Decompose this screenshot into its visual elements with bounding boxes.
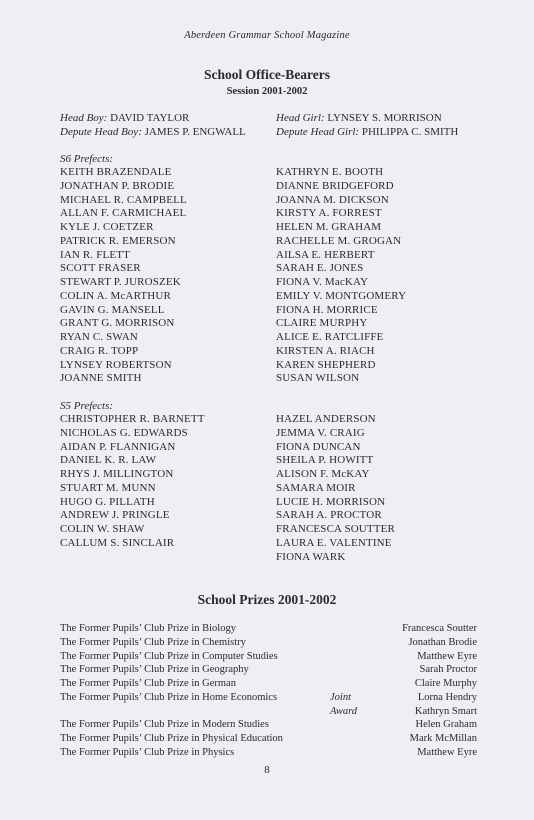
head-boy	[60, 111, 189, 125]
list-item: AILSA E. HERBERT	[276, 248, 375, 261]
list-item: HUGO G. PILLATH	[60, 495, 155, 508]
list-item: ALICE E. RATCLIFFE	[276, 331, 384, 343]
list-item: ANDREW J. PRINGLE	[60, 509, 170, 522]
prize-winner: Kathryn Smart	[414, 705, 477, 717]
office-bearers-title: School Office-Bearers	[203, 67, 331, 82]
s5-prefects-right	[276, 413, 395, 564]
list-item: SARAH E. JONES	[276, 262, 364, 275]
list-item: CRAIG R. TOPP	[60, 344, 139, 357]
list-item: FIONA H. MORRICE	[276, 303, 378, 316]
prize-name: The Former Pupils’ Club Prize in Home Economics	[60, 691, 278, 703]
list-item: HAZEL ANDERSON	[276, 413, 376, 425]
prize-name: The Former Pupils’ Club Prize in Biology	[60, 623, 236, 634]
prize-row	[60, 691, 477, 705]
list-item: CHRISTOPHER R. BARNETT	[60, 413, 205, 425]
list-item: FRANCESCA SOUTTER	[276, 523, 395, 535]
s6-prefects-left	[60, 166, 187, 386]
prize-row	[60, 732, 477, 746]
prize-name: The Former Pupils’ Club Prize in Physical Education	[60, 733, 283, 744]
prize-row	[60, 636, 477, 650]
list-item: CALLUM S. SINCLAIR	[60, 536, 175, 549]
prize-name: The Former Pupils’ Club Prize in Chemistry	[60, 636, 246, 648]
list-item: SARAH A. PROCTOR	[276, 509, 382, 522]
prize-winner: Matthew Eyre	[417, 746, 477, 758]
list-item: STUART M. MUNN	[60, 481, 156, 494]
running-head: Aberdeen Grammar School Magazine	[184, 30, 350, 41]
list-item: COLIN W. SHAW	[60, 523, 145, 535]
list-item: COLIN A. McARTHUR	[60, 289, 171, 302]
list-item: JONATHAN P. BRODIE	[60, 179, 175, 192]
list-item: RACHELLE M. GROGAN	[276, 234, 402, 247]
list-item: ALLAN F. CARMICHAEL	[60, 207, 187, 220]
list-item: HELEN M. GRAHAM	[276, 221, 382, 233]
prize-winner: Helen Graham	[415, 719, 477, 731]
prize-name: The Former Pupils’ Club Prize in Geography	[60, 664, 249, 676]
prize-row	[60, 650, 477, 664]
head-girl-label: Head Girl:	[276, 112, 325, 124]
list-item: KIRSTEN A. RIACH	[276, 344, 375, 357]
depute-head-boy-label: Depute Head Boy:	[60, 126, 142, 138]
head-boy-name: DAVID TAYLOR	[110, 112, 190, 124]
list-item: FIONA V. MacKAY	[276, 276, 369, 288]
head-boy-label: Head Boy:	[60, 112, 108, 124]
list-item: LUCIE H. MORRISON	[276, 495, 386, 508]
list-item: STEWART P. JUROSZEK	[60, 276, 181, 288]
list-item: KIRSTY A. FORREST	[276, 207, 382, 220]
prize-name: The Former Pupils’ Club Prize in Computer Studies	[60, 650, 278, 662]
s5-prefects-label: S5 Prefects:	[60, 400, 114, 412]
list-item: NICHOLAS G. EDWARDS	[60, 426, 188, 439]
list-item: CLAIRE MURPHY	[276, 317, 368, 330]
s5-prefects-left	[60, 413, 205, 551]
prizes-title: School Prizes 2001-2002	[197, 592, 337, 607]
list-item: RYAN C. SWAN	[60, 331, 138, 343]
list-item: JEMMA V. CRAIG	[276, 426, 365, 439]
prize-name: The Former Pupils’ Club Prize in German	[60, 678, 236, 689]
list-item: DANIEL K. R. LAW	[60, 454, 157, 467]
prize-row	[60, 677, 477, 691]
prize-winner: Sarah Proctor	[419, 664, 477, 676]
depute-head-girl-label: Depute Head Girl:	[276, 126, 360, 138]
depute-head-girl	[276, 125, 458, 139]
list-item: KAREN SHEPHERD	[276, 358, 376, 371]
prize-winner: Mark McMillan	[409, 733, 477, 744]
list-item: MICHAEL R. CAMPBELL	[60, 193, 187, 206]
session-subtitle: Session 2001-2002	[226, 86, 308, 97]
list-item: SHEILA P. HOWITT	[276, 454, 374, 467]
head-girl	[276, 111, 442, 125]
depute-head-girl-name: PHILIPPA C. SMITH	[361, 126, 459, 138]
page-number: 8	[264, 764, 270, 776]
list-item: GRANT G. MORRISON	[60, 317, 175, 330]
prize-winner: Lorna Hendry	[417, 691, 477, 703]
prize-row	[60, 705, 477, 719]
prizes-list	[60, 622, 477, 760]
prize-row	[60, 718, 477, 732]
list-item: FIONA WARK	[276, 550, 346, 563]
list-item: FIONA DUNCAN	[276, 440, 361, 453]
prize-row	[60, 622, 477, 636]
head-girl-name: LYNSEY S. MORRISON	[327, 112, 442, 124]
prize-winner: Francesca Soutter	[402, 623, 477, 634]
list-item: ALISON F. McKAY	[276, 468, 370, 480]
list-item: SUSAN WILSON	[276, 372, 360, 385]
prize-winner: Claire Murphy	[414, 678, 477, 689]
prize-winner: Matthew Eyre	[417, 650, 477, 662]
list-item: RHYS J. MILLINGTON	[60, 468, 174, 480]
list-item: LAURA E. VALENTINE	[276, 536, 392, 549]
list-item: EMILY V. MONTGOMERY	[276, 289, 407, 302]
prize-winner: Jonathan Brodie	[408, 636, 477, 648]
depute-head-boy-name: JAMES P. ENGWALL	[144, 126, 246, 138]
list-item: LYNSEY ROBERTSON	[60, 358, 172, 371]
depute-head-boy	[60, 125, 246, 139]
list-item: IAN R. FLETT	[60, 248, 130, 261]
prize-name: The Former Pupils’ Club Prize in Modern Studies	[60, 719, 269, 731]
list-item: KEITH BRAZENDALE	[60, 166, 172, 178]
s6-prefects-right	[276, 166, 406, 386]
prize-name: The Former Pupils’ Club Prize in Physics	[60, 746, 235, 758]
prize-note: Joint	[330, 691, 351, 703]
list-item: JOANNE SMITH	[60, 372, 142, 385]
list-item: JOANNA M. DICKSON	[276, 193, 389, 206]
prize-row	[60, 663, 477, 677]
list-item: DIANNE BRIDGEFORD	[276, 179, 394, 192]
list-item: KATHRYN E. BOOTH	[276, 166, 384, 178]
list-item: GAVIN G. MANSELL	[60, 303, 165, 316]
list-item: KYLE J. COETZER	[60, 221, 154, 233]
list-item: AIDAN P. FLANNIGAN	[60, 440, 176, 453]
prize-note: Award	[330, 705, 358, 717]
list-item: SAMARA MOIR	[276, 481, 356, 494]
list-item: PATRICK R. EMERSON	[60, 234, 176, 247]
s6-prefects-label: S6 Prefects:	[60, 153, 114, 165]
list-item: SCOTT FRASER	[60, 262, 141, 275]
prize-row	[60, 746, 477, 760]
